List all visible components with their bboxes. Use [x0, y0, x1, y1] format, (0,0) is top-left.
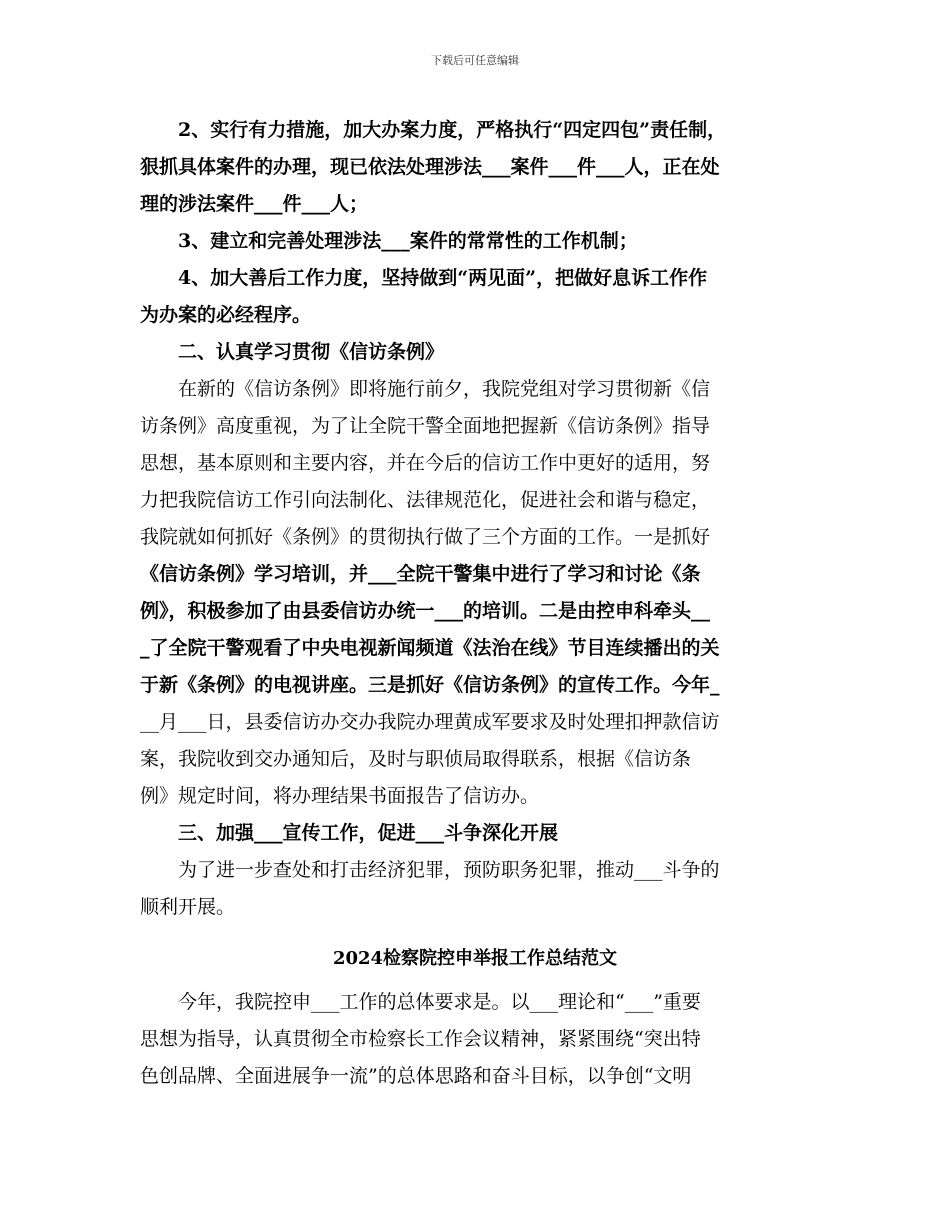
text-line: 我院就如何抓好《条例》的贯彻执行做了三个方面的工作。一是抓好 [140, 526, 711, 548]
text-line: 为办案的必经程序。 [140, 304, 312, 326]
text-line: 为了进一步查处和打击经济犯罪，预防职务犯罪，推动___斗争的 [178, 859, 720, 881]
text-line: __月___日，县委信访办交办我院办理黄成军要求及时处理扣押款信访 [140, 711, 720, 733]
body-lines [140, 112, 810, 926]
text-line: 访条例》高度重视，为了让全院干警全面地把握新《信访条例》指导 [140, 415, 711, 437]
text-line: _了全院干警观看了中央电视新闻频道《法治在线》节目连续播出的关 [140, 637, 720, 659]
section-title: 2024检察院控申举报工作总结范文 [332, 948, 618, 969]
text-line: 在新的《信访条例》即将施行前夕，我院党组对学习贯彻新《信 [178, 378, 711, 400]
text-line: 力把我院信访工作引向法制化、法律规范化，促进社会和谐与稳定， [140, 489, 711, 511]
text-line: 于新《条例》的电视讲座。三是抓好《信访条例》的宣传工作。今年_ [140, 674, 720, 696]
text-line: 顺利开展。 [140, 896, 236, 918]
section-lines [140, 984, 810, 1095]
text-line: 《信访条例》学习培训，并___全院干警集中进行了学习和讨论《条 [140, 563, 701, 585]
text-line: 色创品牌、全面进展争一流”的总体思路和奋斗目标，以争创“文明 [140, 1065, 692, 1087]
text-line: 3、建立和完善处理涉法___案件的常常性的工作机制； [178, 230, 638, 252]
text-line: 三、加强___宣传工作，促进___斗争深化开展 [178, 822, 559, 844]
text-line: 案，我院收到交办通知后，及时与职侦局取得联系，根据《信访条 [140, 748, 692, 770]
text-line: 狠抓具体案件的办理，现已依法处理涉法___案件___件___人，正在处 [140, 156, 720, 178]
text-line: 2、实行有力措施，加大办案力度，严格执行“四定四包”责任制， [178, 119, 727, 141]
text-line: 例》，积极参加了由县委信访办统一___的培训。二是由控申科牵头__ [140, 600, 711, 622]
text-line: 例》规定时间，将办理结果书面报告了信访办。 [140, 785, 540, 807]
text-line: 理的涉法案件___件___人； [140, 193, 369, 215]
text-line: 今年，我院控申___工作的总体要求是。以___理论和“___”重要 [178, 991, 701, 1013]
text-line: 二、认真学习贯彻《信访条例》 [178, 341, 445, 363]
page-header: 下载后可任意编辑 [431, 54, 519, 67]
text-line: 4、加大善后工作力度，坚持做到“两见面”，把做好息诉工作作 [178, 267, 708, 289]
text-line: 思想为指导，认真贯彻全市检察长工作会议精神，紧紧围绕“突出特 [140, 1028, 701, 1050]
text-line: 思想，基本原则和主要内容，并在今后的信访工作中更好的适用，努 [140, 452, 711, 474]
document-body [140, 112, 810, 1095]
